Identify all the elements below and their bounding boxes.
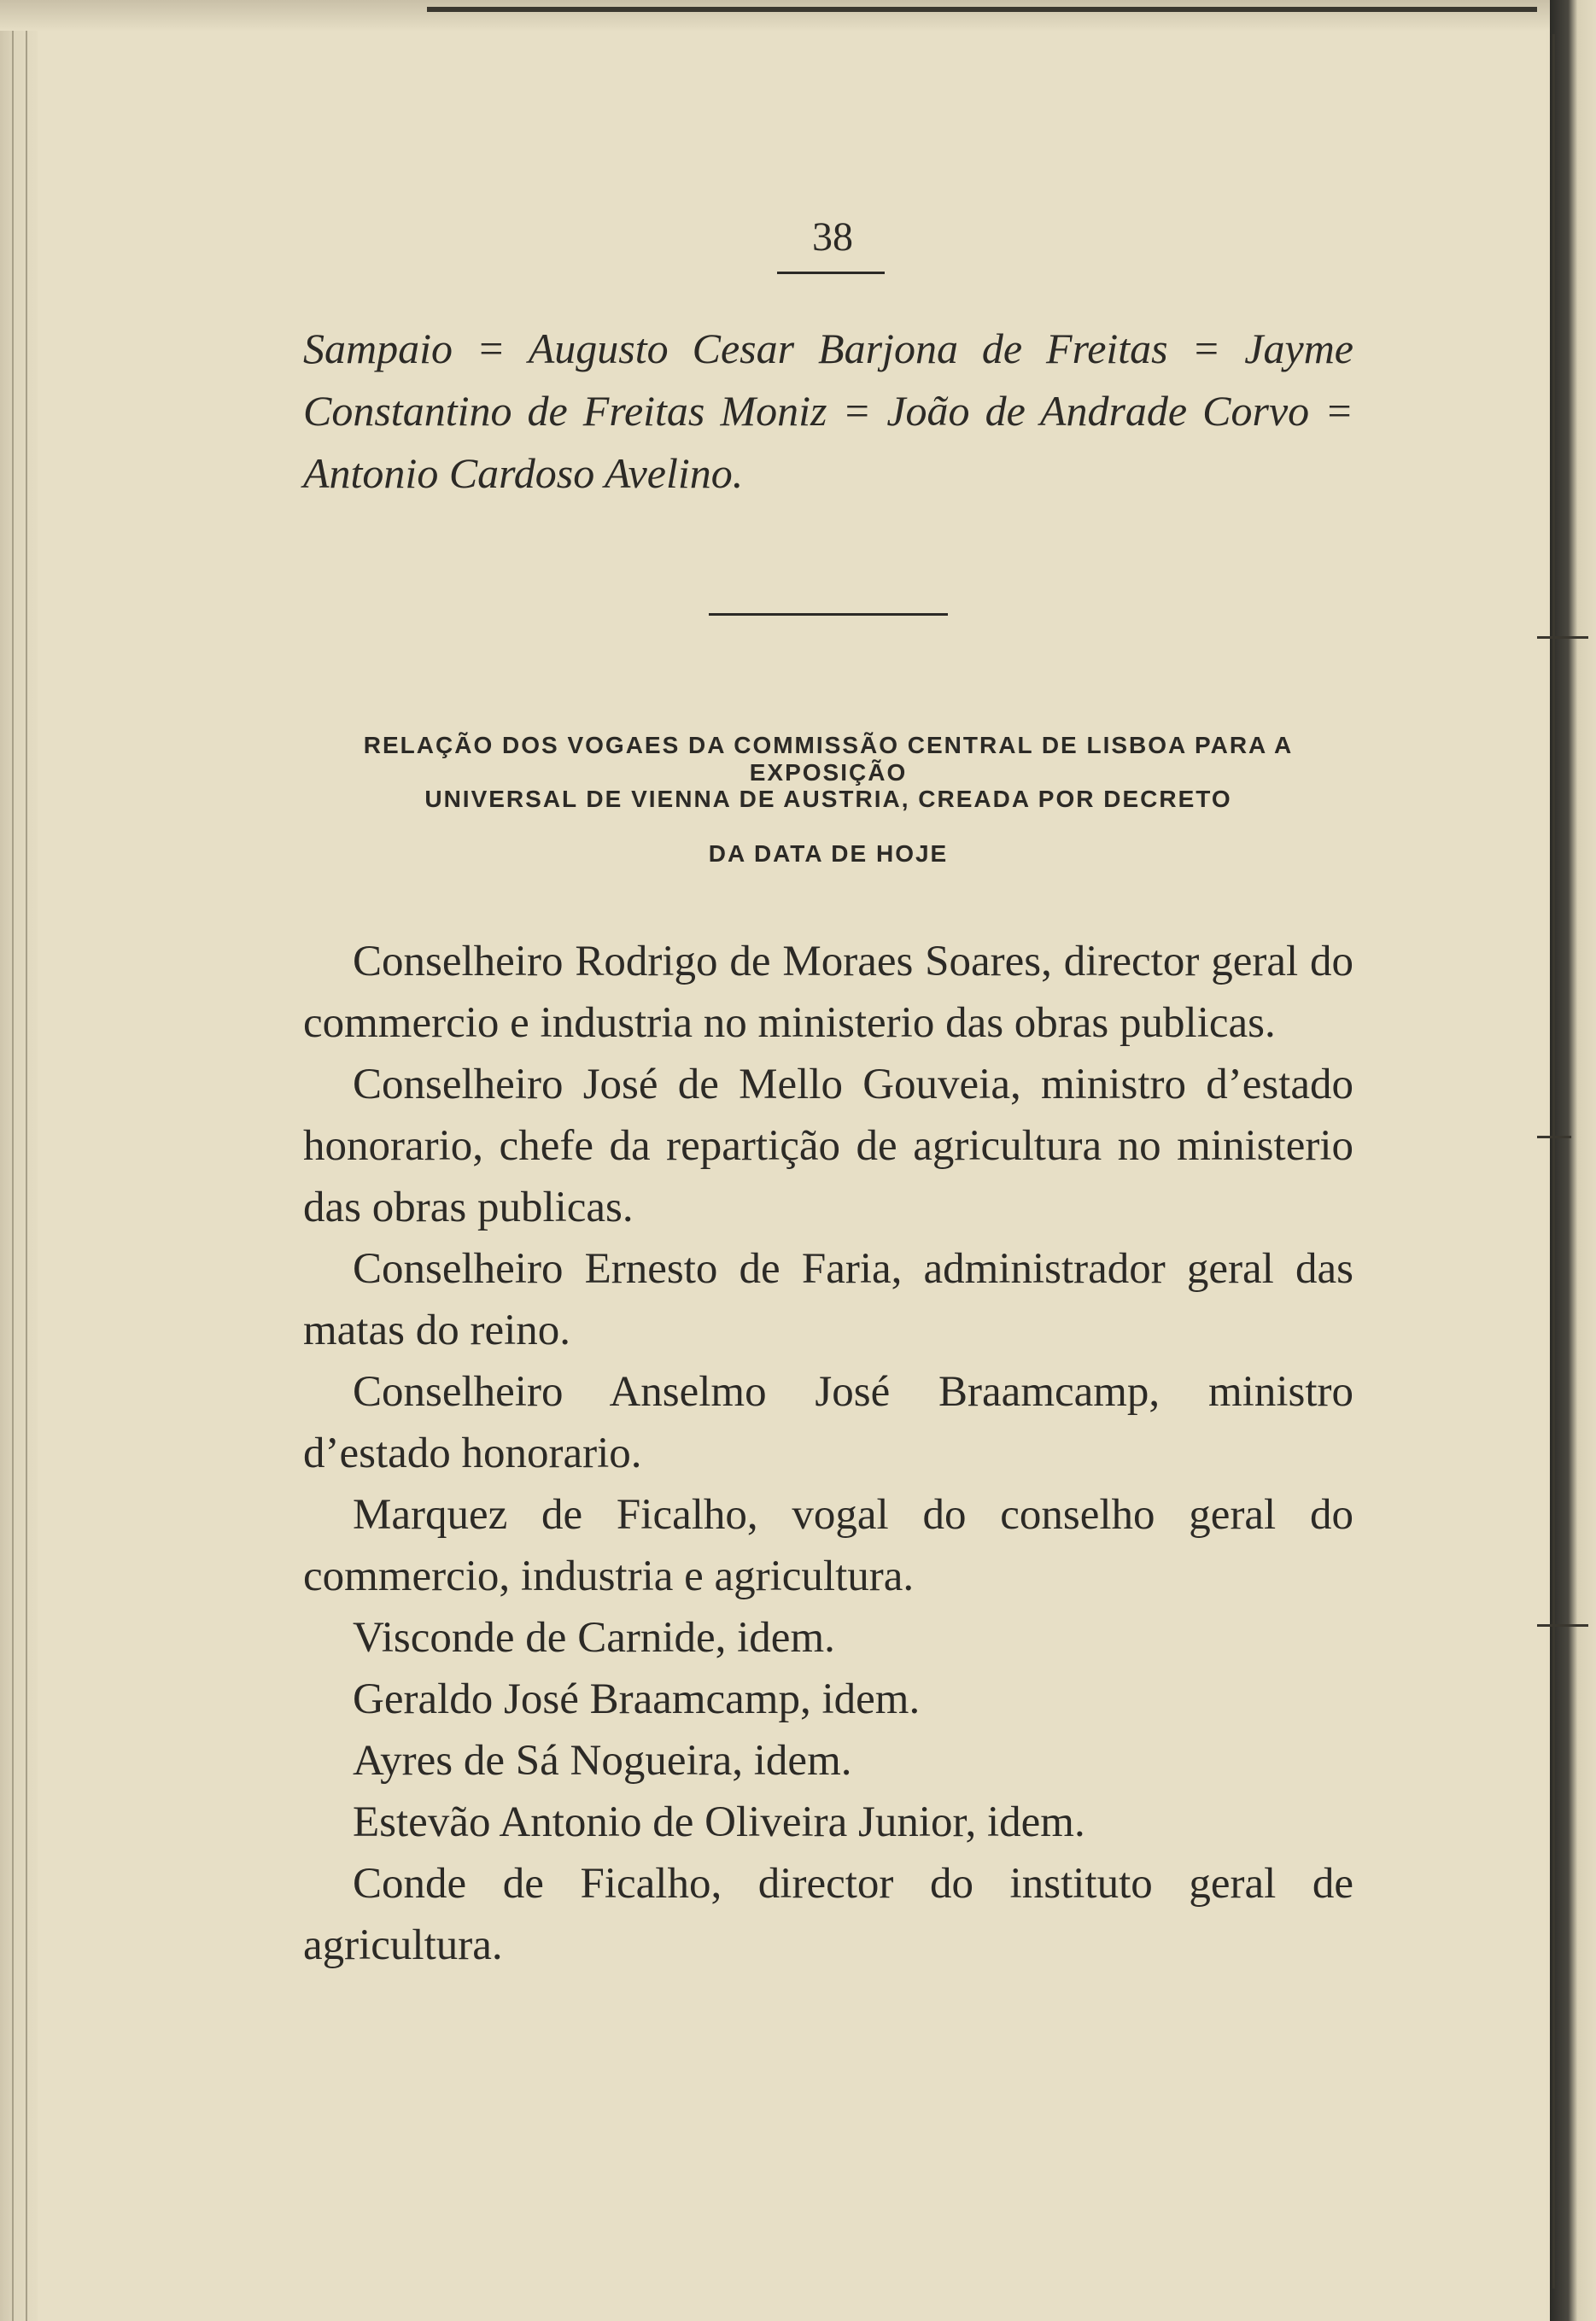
- member-entry: Geraldo José Braamcamp, idem.: [353, 1675, 921, 1723]
- section-divider: [709, 613, 948, 616]
- member-list: [303, 931, 1353, 1976]
- member-entry: Conselheiro Anselmo José Braamcamp, ministro d’estado honorario.: [303, 1368, 1353, 1477]
- member-entry: Visconde de Carnide, idem.: [353, 1614, 835, 1662]
- left-edge-line: [12, 0, 14, 2321]
- member-entry: Marquez de Ficalho, vogal do conselho geral do commercio, industria e agricultura.: [303, 1491, 1353, 1600]
- member-entry: Conde de Ficalho, director do instituto geral de agricultura.: [303, 1860, 1353, 1969]
- right-edge-tick: [1537, 1624, 1588, 1627]
- left-page-edge: [0, 0, 38, 2321]
- left-edge-line: [26, 0, 27, 2321]
- right-edge-tick: [1537, 636, 1588, 639]
- section-heading-line: RELAÇÃO DOS VOGAES DA COMMISSÃO CENTRAL DE LISBOA PARA A EXPOSIÇÃO: [363, 732, 1294, 786]
- right-edge-rule: [1552, 34, 1555, 2289]
- page-number-underline: [777, 272, 885, 274]
- section-heading-line: UNIVERSAL DE VIENNA DE AUSTRIA, CREADA POR DECRETO: [424, 786, 1232, 812]
- member-entry: Conselheiro Rodrigo de Moraes Soares, director geral do commercio e industria no ministerio das obras publicas.: [303, 938, 1353, 1047]
- right-binding-edge: [1550, 0, 1596, 2321]
- member-entry: Conselheiro José de Mello Gouveia, ministro d’estado honorario, chefe da repartição de agricultura no ministerio das obras publicas.: [303, 1061, 1353, 1231]
- section-heading-line: DA DATA DE HOJE: [708, 840, 949, 867]
- member-entry: Ayres de Sá Nogueira, idem.: [353, 1737, 852, 1785]
- top-binding-line: [427, 7, 1537, 12]
- continuation-paragraph: Sampaio = Augusto Cesar Barjona de Freitas = Jayme Constantino de Freitas Moniz = João de Andrade Corvo = Antonio Cardoso Avelino.: [303, 324, 1353, 497]
- top-page-edge: [0, 0, 1596, 31]
- right-edge-tick: [1537, 1136, 1571, 1138]
- member-entry: Estevão Antonio de Oliveira Junior, idem.: [353, 1798, 1085, 1846]
- member-entry: Conselheiro Ernesto de Faria, administrador geral das matas do reino.: [303, 1245, 1353, 1354]
- page-number: 38: [812, 214, 853, 260]
